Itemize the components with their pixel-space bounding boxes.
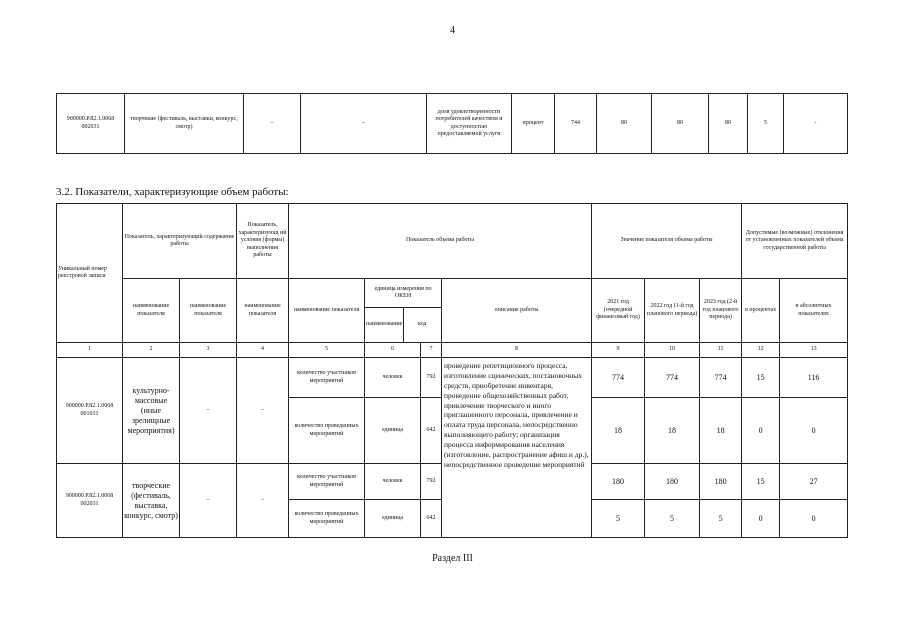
indicator-name: количество проведенных мероприятий (289, 398, 365, 464)
header-row (57, 279, 848, 343)
content-name: творческие (фестиваль, выставка, конкурс, смотр) (123, 464, 180, 538)
deviation-absolute: 116 (780, 358, 848, 398)
unit-code: 792 (421, 464, 442, 500)
column-number: 7 (421, 343, 442, 358)
value-2022: 774 (645, 358, 700, 398)
value-2023: 18 (700, 398, 742, 464)
header-content-indicator: Показатель, характеризующий содержание работы (123, 204, 237, 279)
cell-dash: – (244, 94, 301, 154)
indicator-name: количество участников мероприятий (289, 464, 365, 500)
table-row (57, 358, 848, 398)
column-number: 12 (742, 343, 780, 358)
header-volume-indicator: Показатель объема работы (289, 204, 592, 279)
header-conditions-indicator: Показатель, характеризующ ий условия (формы) выполнения работы (237, 204, 289, 279)
section-title: Раздел III (432, 553, 473, 564)
value-2023: 180 (700, 464, 742, 500)
column-number: 8 (442, 343, 592, 358)
deviation-absolute: 0 (780, 398, 848, 464)
header-volume-value: Значение показателя объема работы (592, 204, 742, 279)
header-row (57, 204, 848, 279)
header-okei (365, 279, 442, 343)
cell-dash: – (180, 464, 237, 538)
header-2021: 2021 год (очередной финансовый год) (592, 279, 645, 343)
column-numbers-row (57, 343, 848, 358)
work-description: проведение репетиционного процесса, изготовление сценических, постановочных средств, приобретение инвентаря, проведение общехозяйственных работ, привлечение творческого и иного приглашенного персонала, привлечение и оплата труда персонала, непосредственно выполняющего работу; организация процесса информирования населения (изготовление, распространение афиш и др.), непосредственное проведение мероприятий (442, 358, 592, 538)
unit-name: человек (365, 464, 421, 500)
registry-code: 900000.Р.82.1.0068 002031 (57, 94, 125, 154)
deviation-percent: 15 (742, 358, 780, 398)
deviation-absolute: - (784, 94, 848, 154)
value-2021: 774 (592, 358, 645, 398)
page-number: 4 (450, 25, 455, 36)
unit-code: 642 (421, 500, 442, 538)
column-number: 1 (57, 343, 123, 358)
unit-name: процент (512, 94, 555, 154)
deviation-percent: 5 (748, 94, 784, 154)
header-name-indicator: наименование показателя (237, 279, 289, 343)
value-2022: 5 (645, 500, 700, 538)
column-number: 3 (180, 343, 237, 358)
unit-code: 744 (555, 94, 597, 154)
deviation-percent: 0 (742, 398, 780, 464)
content-name: культурно-массовые (иные зрелищные мероприятия) (123, 358, 180, 464)
cell-dash: – (180, 358, 237, 464)
okei-subheader (365, 279, 441, 342)
unit-name: единица (365, 500, 421, 538)
content-name: творчекие (фестиваль, выставки, конкурс, смотр) (125, 94, 244, 154)
deviation-percent: 15 (742, 464, 780, 500)
value-2023: 774 (700, 358, 742, 398)
quality-indicators-continuation-table (56, 93, 848, 154)
unit-code: 642 (421, 398, 442, 464)
indicator-name: доля удовлетворенности потребителей качеством и доступностью предоставляемой услуги (427, 94, 512, 154)
value-2023: 5 (700, 500, 742, 538)
header-2023: 2023 год (2-й год планового периода) (700, 279, 742, 343)
header-okei-unit: единица измерения по ОКЕИ (365, 279, 441, 308)
indicator-name: количество проведенных мероприятий (289, 500, 365, 538)
unit-code: 792 (421, 358, 442, 398)
unit-name: единица (365, 398, 421, 464)
column-number: 11 (700, 343, 742, 358)
header-unique-number: Уникальный номер реестровой записи (57, 204, 123, 343)
value-2021: 180 (592, 464, 645, 500)
value-2023: 80 (709, 94, 748, 154)
cell-dash: – (301, 94, 427, 154)
header-name-indicator: наименование показателя (180, 279, 237, 343)
registry-code: 900000.Р.82.1.0068 001031 (57, 358, 123, 464)
indicator-name: количество участников мероприятий (289, 358, 365, 398)
value-2021: 18 (592, 398, 645, 464)
header-2022: 2022 год (1-й год планового периода) (645, 279, 700, 343)
unit-name: человек (365, 358, 421, 398)
value-2022: 18 (645, 398, 700, 464)
cell-dash: – (237, 358, 289, 464)
work-volume-table (56, 203, 848, 538)
column-number: 5 (289, 343, 365, 358)
cell-dash: – (237, 464, 289, 538)
header-work-description: описание работы (442, 279, 592, 343)
column-number: 2 (123, 343, 180, 358)
section-heading: 3.2. Показатели, характеризующие объем работы: (56, 186, 289, 198)
header-allowed-deviation: Допустимые (возможные) отклонения от установленных показателей объема государственной работы (742, 204, 848, 279)
deviation-absolute: 27 (780, 464, 848, 500)
column-number: 9 (592, 343, 645, 358)
column-number: 13 (780, 343, 848, 358)
header-okei-name: наименование (365, 308, 403, 343)
column-number: 10 (645, 343, 700, 358)
value-2021: 80 (597, 94, 652, 154)
registry-code: 900000.Р.82.1.0068 002031 (57, 464, 123, 538)
value-2022: 80 (652, 94, 709, 154)
deviation-percent: 0 (742, 500, 780, 538)
header-okei-code: код (418, 321, 427, 328)
value-2022: 180 (645, 464, 700, 500)
column-number: 4 (237, 343, 289, 358)
table-row (57, 94, 848, 154)
header-name-indicator: наименование показателя (123, 279, 180, 343)
column-number: 6 (365, 343, 421, 358)
value-2021: 5 (592, 500, 645, 538)
deviation-absolute: 0 (780, 500, 848, 538)
header-in-absolute: в абсолютных показателях (780, 279, 848, 343)
header-name-indicator: наименование показателя (289, 279, 365, 343)
header-in-percent: в процентах (742, 279, 780, 343)
